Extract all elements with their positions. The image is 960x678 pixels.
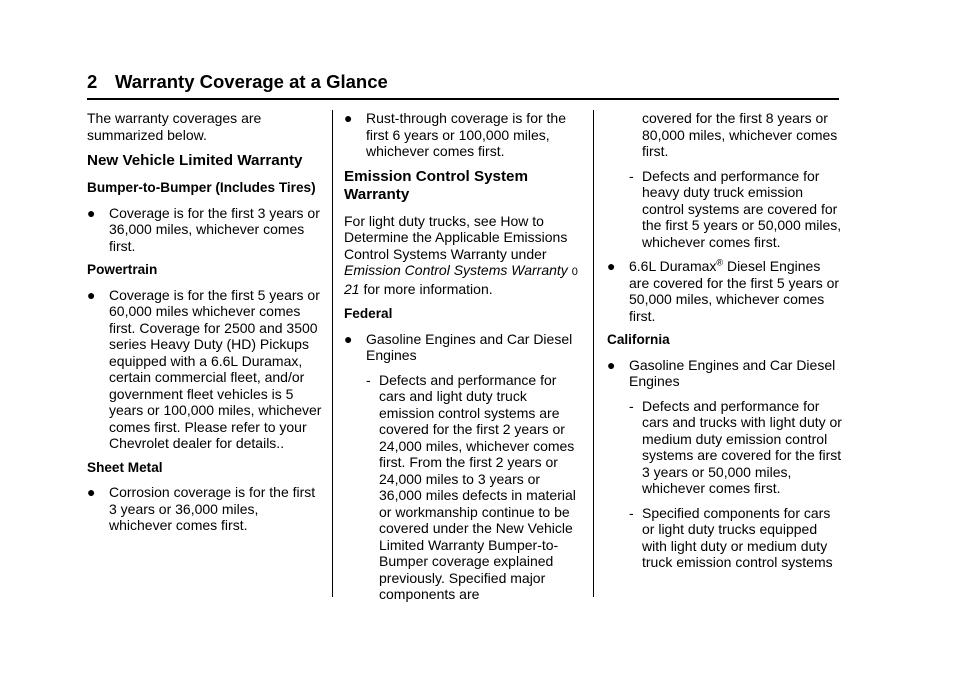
bullet-icon: ● <box>344 330 353 347</box>
column-divider-1 <box>332 110 333 597</box>
sub-item-text: Specified components for cars or light duty trucks equipped with light duty or medium duty truck emission control systems <box>642 504 833 570</box>
federal-sub-item-1 <box>344 372 584 603</box>
emission-control-heading: Emission Control System Warranty <box>344 167 528 203</box>
federal-heading: Federal <box>344 306 393 321</box>
california-gasoline-bullet <box>607 357 842 390</box>
bullet-text: Coverage is for the first 5 years or 60,000 miles whichever comes first. Coverage for 2500 and 3500 series Heavy Duty (HD) Pickups equipped with a 6.6L Duramax, certain commercial fleet, and/or government fleet vehicles is 5 years or 100,000 miles, whichever comes first. Please refer to your Chevrolet dealer for details.. <box>109 286 322 451</box>
new-vehicle-heading: New Vehicle Limited Warranty <box>87 152 303 169</box>
header-divider <box>87 98 839 100</box>
bullet-text: Gasoline Engines and Car Diesel Engines <box>629 356 836 389</box>
bullet-text: Rust-through coverage is for the first 6 years or 100,000 miles, whichever comes first. <box>366 110 566 159</box>
sub-item-text: Defects and performance for cars and light duty truck emission control systems are covered for the first 2 years or 24,000 miles, whichever comes first. From the first 2 years or 24,000 miles to 3 years or 36,000 miles defects in material or workmanship continue to be covered under the New Vehicle Limited Warranty Bumper-to-Bumper coverage explained previously. Specified major components are <box>379 371 576 602</box>
emission-warranty-link[interactable]: Emission Control Systems Warranty <box>344 262 568 278</box>
registered-mark: ® <box>716 257 724 268</box>
california-heading: California <box>607 332 670 347</box>
california-sub-item-1 <box>607 398 842 497</box>
bullet-text: Coverage is for the first 3 years or 36,000 miles, whichever comes first. <box>109 204 320 254</box>
powertrain-heading: Powertrain <box>87 262 158 277</box>
emission-intro <box>344 213 584 298</box>
federal-sub-item-1-continued: covered for the first 8 years or 80,000 miles, whichever comes first. <box>642 110 838 159</box>
bullet-text: Corrosion coverage is for the first 3 years or 36,000 miles, whichever comes first. <box>109 484 316 533</box>
bullet-icon: ● <box>607 258 616 274</box>
duramax-text: Diesel Engines are covered for the first 5 years or 50,000 miles, whichever comes first. <box>629 258 840 324</box>
column-divider-2 <box>593 110 594 597</box>
bullet-icon: ● <box>87 484 96 500</box>
california-sub-item-2 <box>607 505 842 571</box>
dash-icon: - <box>629 397 634 414</box>
bullet-icon: ● <box>607 356 616 373</box>
page-title: Warranty Coverage at a Glance <box>115 71 388 92</box>
bumper-to-bumper-bullet <box>87 205 322 255</box>
bullet-icon: ● <box>87 204 96 221</box>
page-ref-link[interactable]: 21 <box>344 280 360 297</box>
sub-item-text: Defects and performance for heavy duty truck emission control systems are covered for the first 5 years or 50,000 miles, whichever comes first. <box>642 167 842 250</box>
duramax-bullet <box>607 258 842 324</box>
emission-intro-text: For light duty trucks, see How to Determine the Applicable Emissions Control Systems Warranty under <box>344 212 568 262</box>
emission-intro-tail: for more information. <box>363 280 493 297</box>
page-number: 2 <box>87 71 98 92</box>
bullet-icon: ● <box>344 110 353 126</box>
sheet-metal-heading: Sheet Metal <box>87 459 163 475</box>
federal-sub-item-2 <box>607 168 842 251</box>
federal-gasoline-bullet <box>344 331 584 364</box>
rust-through-bullet <box>344 110 584 160</box>
dash-icon: - <box>629 167 634 184</box>
sub-item-text: Defects and performance for cars and trucks with light duty or medium duty emission control systems are covered for the first 3 years or 50,000 miles, whichever comes first. <box>642 397 842 496</box>
powertrain-bullet <box>87 287 322 452</box>
page-ref-arrow-icon: 0 <box>571 266 578 278</box>
duramax-name: 6.6L Duramax <box>629 258 717 274</box>
column-3 <box>607 110 842 579</box>
column-1 <box>87 110 322 542</box>
dash-icon: - <box>366 371 371 388</box>
page-header <box>87 70 837 94</box>
bullet-text: Gasoline Engines and Car Diesel Engines <box>366 330 573 363</box>
column-2 <box>344 110 584 611</box>
intro-text: The warranty coverages are summarized below. <box>87 110 262 143</box>
dash-icon: - <box>629 504 634 521</box>
sheet-metal-bullet <box>87 484 322 534</box>
bullet-icon: ● <box>87 286 96 303</box>
bumper-to-bumper-heading: Bumper-to-Bumper (Includes Tires) <box>87 180 316 195</box>
